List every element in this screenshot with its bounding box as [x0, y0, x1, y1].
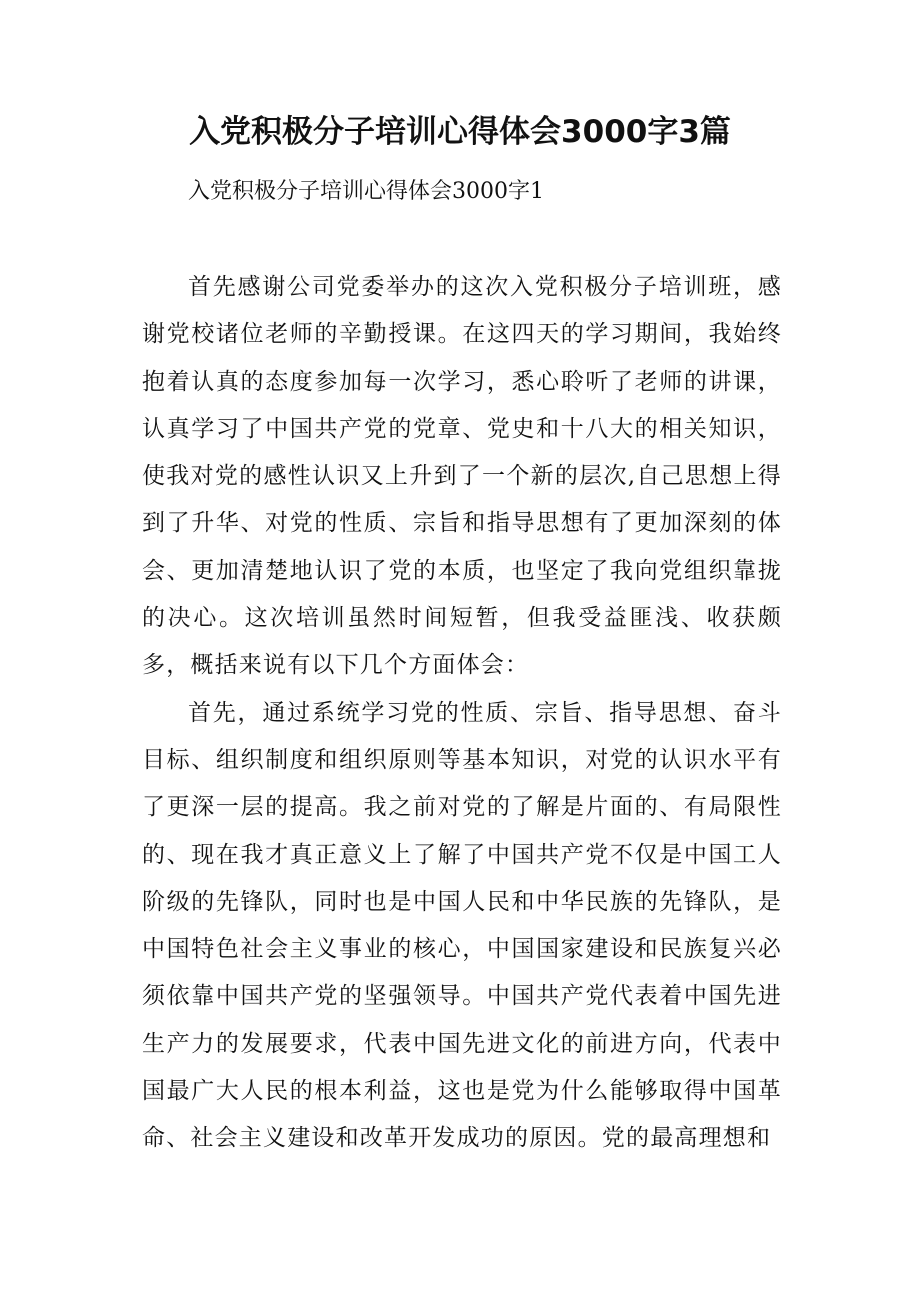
document-title: 入党积极分子培训心得体会3000字3篇 [189, 114, 731, 150]
section-subtitle: 入党积极分子培训心得体会3000字1 [188, 179, 544, 204]
body-paragraph: 首先感谢公司党委举办的这次入党积极分子培训班，感谢党校诸位老师的辛勤授课。在这四天的学习期间，我始终抱着认真的态度参加每一次学习，悉心聆听了老师的讲课，认真学习了中国共产党的党章、党史和十八大的相关知识，使我对党的感性认识又上升到了一个新的层次,自己思想上得到了升华、对党的性质、宗旨和指导思想有了更加深刻的体会、更加清楚地认识了党的本质，也坚定了我向党组织靠拢的决心。这次培训虽然时间短暂，但我受益匪浅、收获颇多，概括来说有以下几个方面体会： [142, 274, 782, 679]
document-body [142, 264, 782, 1163]
body-paragraph: 首先，通过系统学习党的性质、宗旨、指导思想、奋斗目标、组织制度和组织原则等基本知识，对党的认识水平有了更深一层的提高。我之前对党的了解是片面的、有局限性的、现在我才真正意义上了解了中国共产党不仅是中国工人阶级的先锋队，同时也是中国人民和中华民族的先锋队，是中国特色社会主义事业的核心，中国国家建设和民族复兴必须依靠中国共产党的坚强领导。中国共产党代表着中国先进生产力的发展要求，代表中国先进文化的前进方向，代表中国最广大人民的根本利益，这也是党为什么能够取得中国革命、社会主义建设和改革开发成功的原因。党的最高理想和 [142, 699, 782, 1152]
